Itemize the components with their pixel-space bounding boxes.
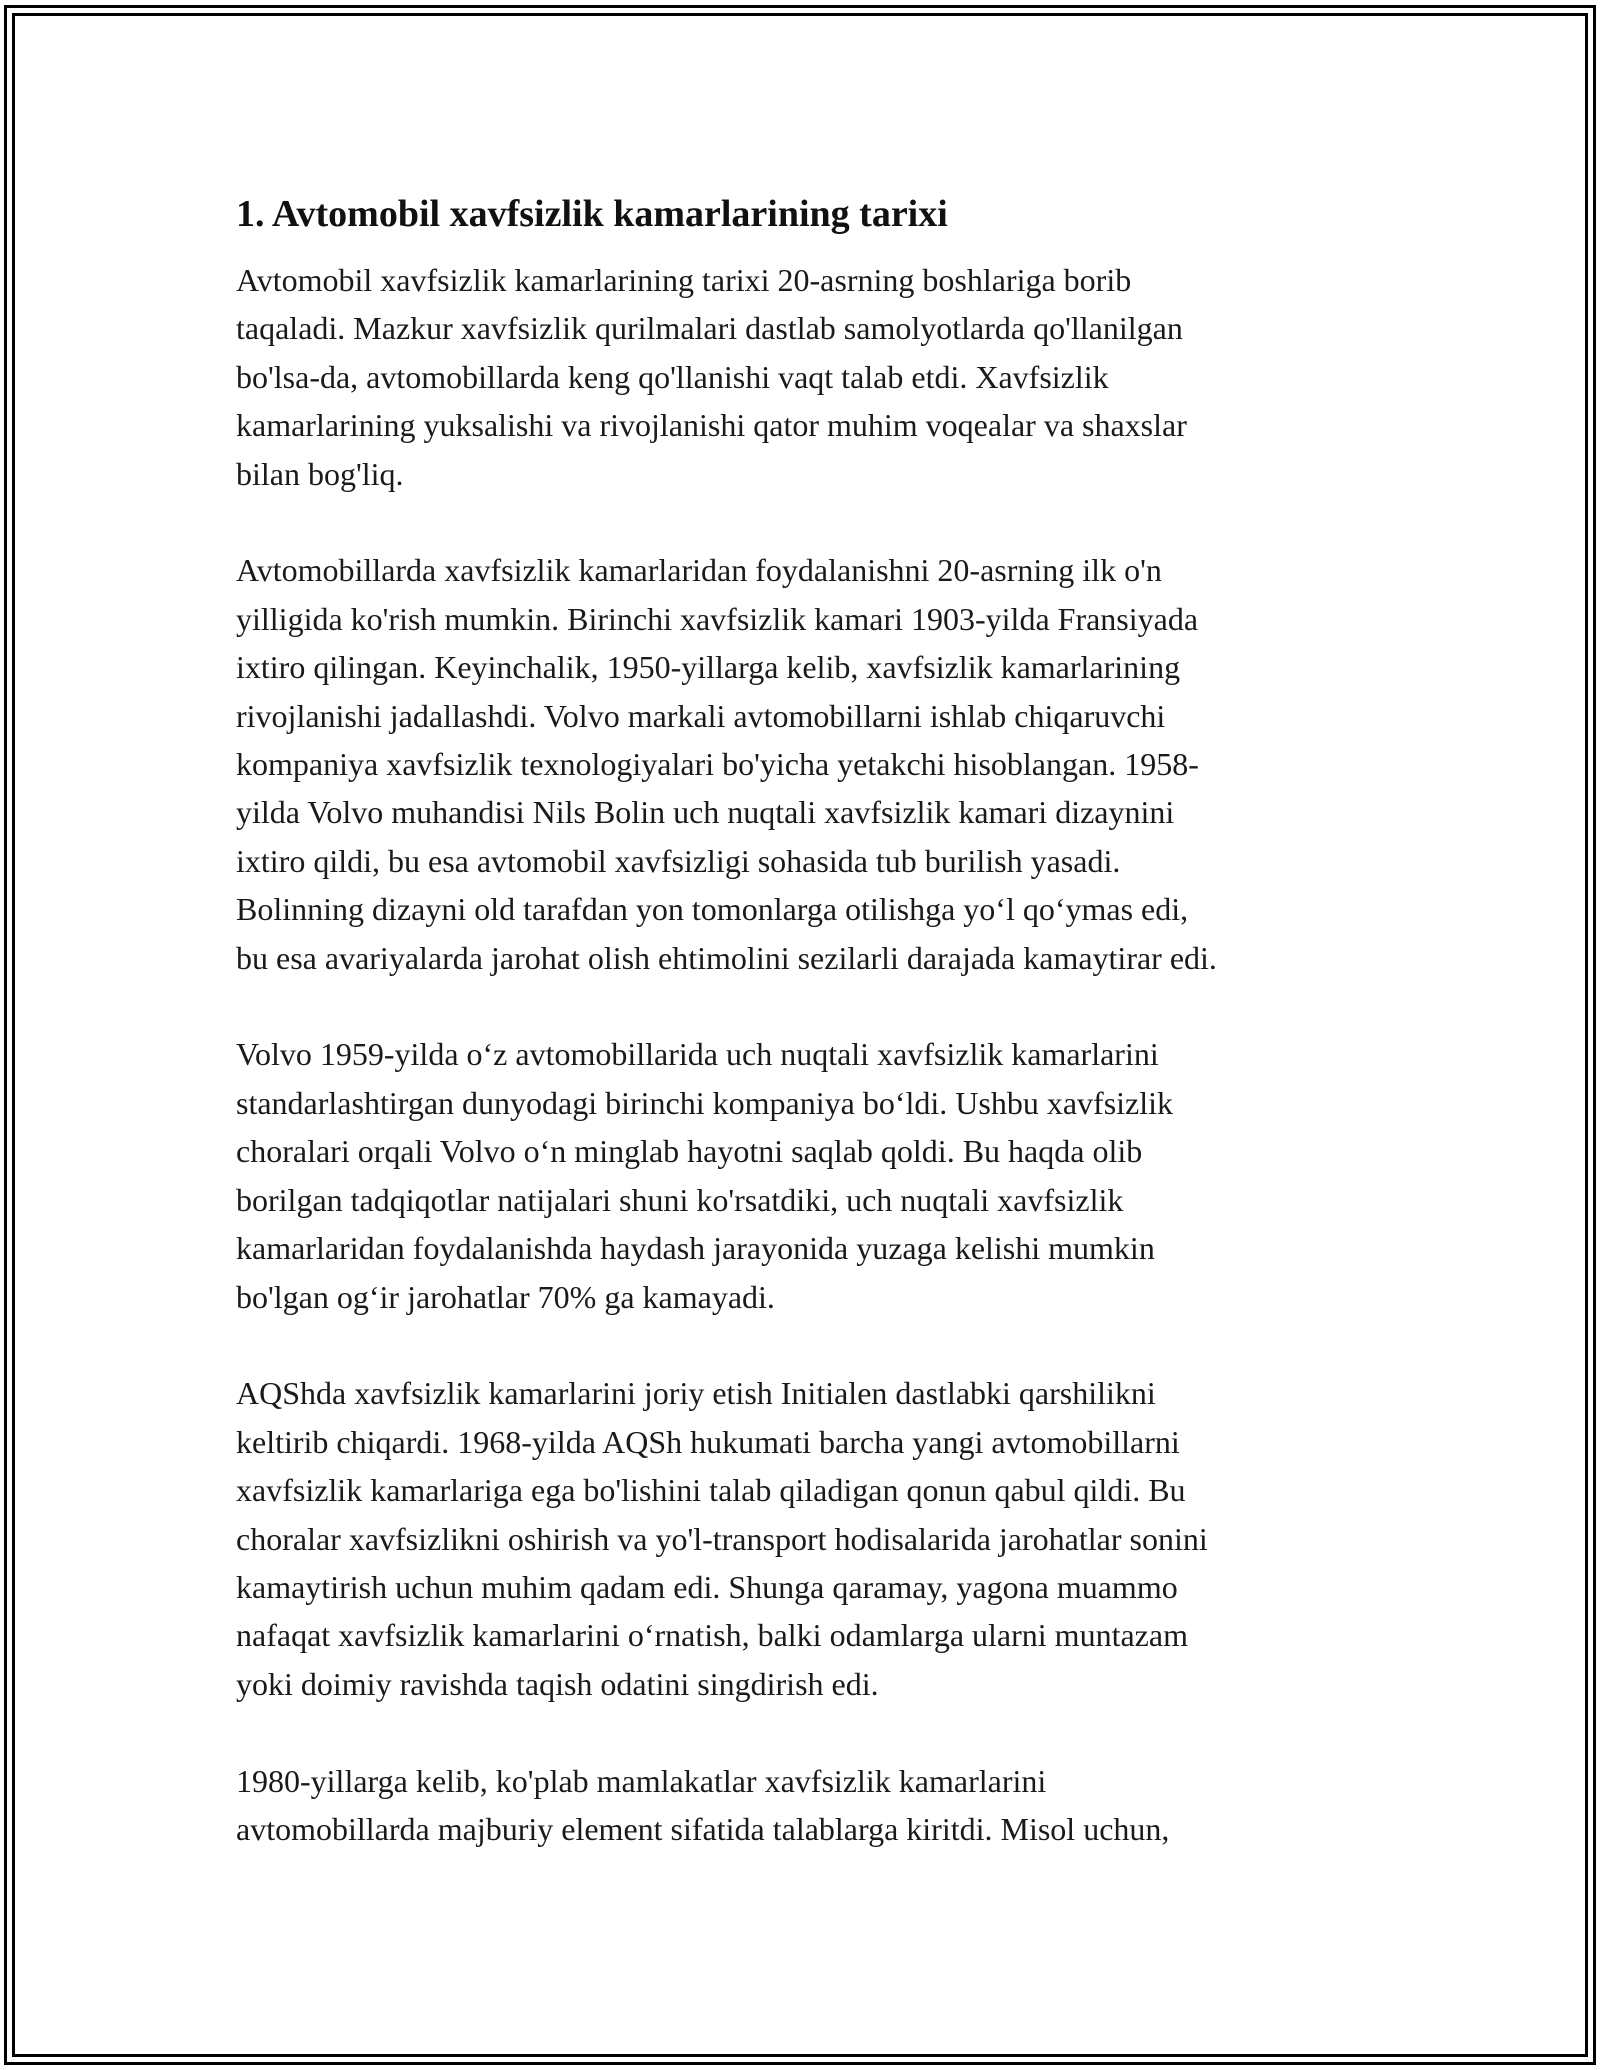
paragraph-2: Avtomobillarda xavfsizlik kamarlaridan foydalanishni 20-asrning ilk o'n yilligida ko'rish mumkin. Birinchi xavfsizlik kamari 1903-yilda Fransiyada ixtiro qilingan. Keyinchalik, 1950-yillarga kelib, xavfsizlik kamarlarining rivojlanishi jadallashdi. Volvo markali avtomobillarni ishlab chiqaruvchi kompaniya xavfsizlik texnologiyalari bo'yicha yetakchi hisoblangan. 1958- yilda Volvo muhandisi Nils Bolin uch nuqtali xavfsizlik kamari dizaynini ixtiro qildi, bu esa avtomobil xavfsizligi sohasida tub burilish yasadi. Bolinning dizayni old tarafdan yon tomonlarga otilishga yo‘l qo‘ymas edi, bu esa avariyalarda jarohat olish ehtimolini sezilarli darajada kamaytirar edi. <box>236 552 1217 976</box>
paragraph-1: Avtomobil xavfsizlik kamarlarining tarixi 20-asrning boshlariga borib taqaladi. Mazkur xavfsizlik qurilmalari dastlab samolyotlarda qo'llanilgan bo'lsa-da, avtomobillarda keng qo'llanishi vaqt talab etdi. Xavfsizlik kamarlarining yuksalishi va rivojlanishi qator muhim voqealar va shaxslar bilan bog'liq. <box>236 262 1187 492</box>
paragraph-5: 1980-yillarga kelib, ko'plab mamlakatlar xavfsizlik kamarlarini avtomobillarda majburiy element sifatida talablarga kiritdi. Misol uchun, <box>236 1762 1170 1847</box>
document-content <box>236 186 1376 1853</box>
document-title: 1. Avtomobil xavfsizlik kamarlarining tarixi <box>236 193 948 235</box>
document-body <box>236 256 1376 1853</box>
paragraph-3: Volvo 1959-yilda o‘z avtomobillarida uch nuqtali xavfsizlik kamarlarini standarlashtirgan dunyodagi birinchi kompaniya bo‘ldi. Ushbu xavfsizlik choralari orqali Volvo o‘n minglab hayotni saqlab qoldi. Bu haqda olib borilgan tadqiqotlar natijalari shuni ko'rsatdiki, uch nuqtali xavfsizlik kamarlaridan foydalanishda haydash jarayonida yuzaga kelishi mumkin bo'lgan og‘ir jarohatlar 70% ga kamayadi. <box>236 1036 1174 1315</box>
paragraph-4: AQShda xavfsizlik kamarlarini joriy etish Initialen dastlabki qarshilikni keltirib chiqardi. 1968-yilda AQSh hukumati barcha yangi avtomobillarni xavfsizlik kamarlariga ega bo'lishini talab qiladigan qonun qabul qildi. Bu choralar xavfsizlikni oshirish va yo'l-transport hodisalarida jarohatlar sonini kamaytirish uchun muhim qadam edi. Shunga qaramay, yagona muammo nafaqat xavfsizlik kamarlarini o‘rnatish, balki odamlarga ularni muntazam yoki doimiy ravishda taqish odatini singdirish edi. <box>236 1375 1208 1702</box>
